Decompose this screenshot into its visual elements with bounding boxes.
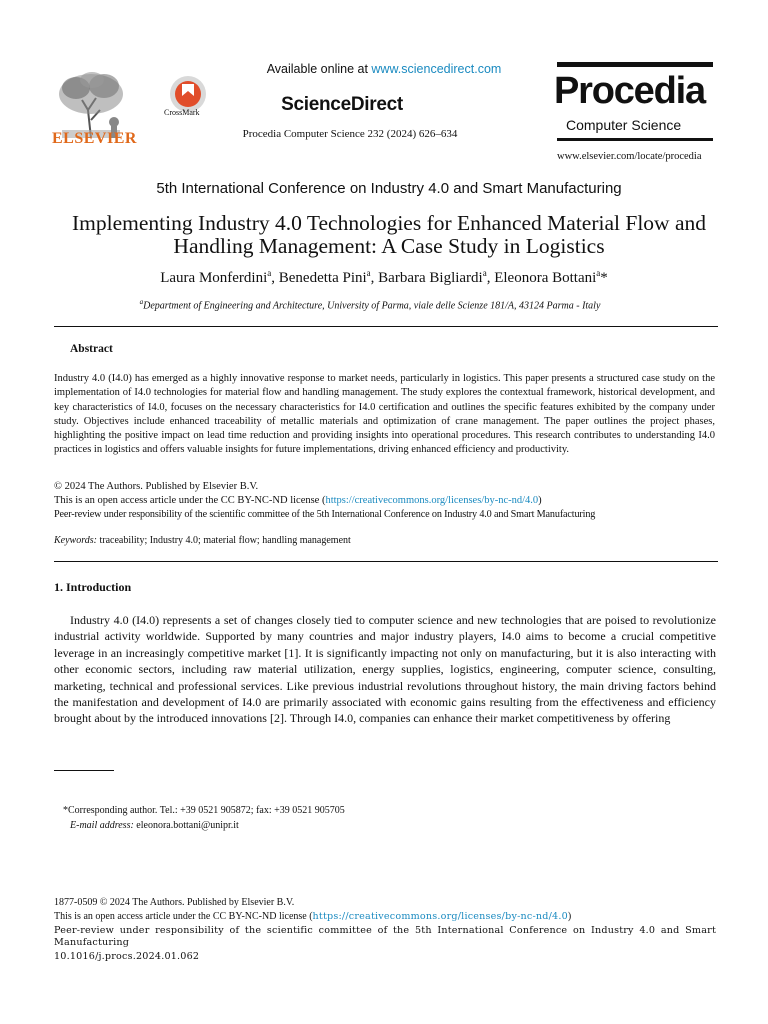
intro-paragraph: Industry 4.0 (I4.0) represents a set of changes closely tied to computer science and new technologies that are poised to revolutionize industrial activity worldwide. Supported by many countries and major industry players, I4.0 aims to become a crucial competitive leverage in an increasingly competitive market [1]. It is significantly impacting not only on manufacturing, but it is also interacting with other economic sectors, including raw material utilization, energy supplies, logistics, engineering, computer science, consulting, marketing, technical and professional services. Like previous industrial revolutions throughout history, the main driving factors behind the manifestation and development of I4.0 are primarily associated with economic gains resulting from the effectiveness and efficiency brought about by the introduced innovations [2]. Through I4.0, companies can enhance their market competitiveness by offering <box>54 613 716 726</box>
abstract-heading: Abstract <box>70 343 113 355</box>
sciencedirect-link[interactable]: www.sciencedirect.com <box>371 62 502 76</box>
journal-url[interactable]: www.elsevier.com/locate/procedia <box>557 151 702 162</box>
abstract-body: Industry 4.0 (I4.0) has emerged as a highly innovative response to market needs, particularly in logistics. This paper presents a structured case study on the implementation of I4.0 technologies for material flow and handling management. The study explores the contextual framework, historical development, and key characteristics of I4.0, focuses on the necessary characteristics for I4.0 certification and outlines the specific features exhibited by the company under study. Objectives include enhanced traceability of metallic materials and optimization of crane management. The paper outlines the project phases, highlighting the positive impact on lead time reduction and providing insights into operational procedures. This research contributes to understanding I4.0 practices in logistics and offers valuable insights for future implementations, driving enhanced efficiency and productivity. <box>54 373 715 456</box>
journal-citation: Procedia Computer Science 232 (2024) 626–634 <box>242 128 458 140</box>
footer-license <box>54 911 716 923</box>
author-name: Benedetta Pini <box>278 270 367 286</box>
keywords-line <box>54 535 351 546</box>
section-heading: 1. Introduction <box>54 580 132 594</box>
paper-title: Implementing Industry 4.0 Technologies for Enhanced Material Flow and Handling Management: A Case Study in Logistics <box>72 211 706 258</box>
peer-review-line: Peer-review under responsibility of the scientific committee of the 5th International Conference on Industry 4.0 and Smart Manufacturing <box>54 509 596 520</box>
copyright-line: © 2024 The Authors. Published by Elsevier B.V. <box>54 481 259 492</box>
divider-bottom <box>54 561 718 562</box>
email-label: E-mail address: <box>70 820 134 831</box>
author-affil-sup: a <box>267 268 272 278</box>
footer-license-prefix: This is an open access article under the CC BY-NC-ND license ( <box>54 911 313 922</box>
email-address[interactable]: eleonora.bottani@unipr.it <box>136 820 239 831</box>
author-name: Laura Monferdini <box>160 270 268 286</box>
author-name: Eleonora Bottani <box>494 270 597 286</box>
sciencedirect-title: ScienceDirect <box>281 94 403 115</box>
license-line <box>54 495 542 506</box>
footer-license-link[interactable]: https://creativecommons.org/licenses/by-nc-nd/4.0 <box>312 911 568 922</box>
available-prefix: Available online at <box>266 62 372 76</box>
footer-doi[interactable]: 10.1016/j.procs.2024.01.062 <box>54 951 200 962</box>
corresponding-author: *Corresponding author. Tel.: +39 0521 905872; fax: +39 0521 905705 <box>63 805 345 816</box>
license-prefix: This is an open access article under the CC BY-NC-ND license ( <box>54 495 326 506</box>
author-name: Barbara Bigliardi <box>378 270 483 286</box>
footnote-divider <box>54 770 114 771</box>
author-affil-sup: a <box>482 268 487 278</box>
elsevier-wordmark: ELSEVIER <box>52 130 137 147</box>
license-link[interactable]: https://creativecommons.org/licenses/by-nc-nd/4.0 <box>325 495 539 506</box>
procedia-bottom-bar <box>557 138 713 141</box>
affiliation <box>0 298 740 311</box>
license-suffix: ) <box>538 495 542 506</box>
footer-issn: 1877-0509 © 2024 The Authors. Published by Elsevier B.V. <box>54 897 295 908</box>
keywords-label: Keywords: <box>54 535 97 546</box>
procedia-top-bar <box>557 62 713 67</box>
keywords-text: traceability; Industry 4.0; material flow; handling management <box>99 535 351 546</box>
procedia-brand: Procedia <box>554 70 705 112</box>
crossmark-label: CrossMark <box>164 108 200 117</box>
affiliation-text: Department of Engineering and Architecture, University of Parma, viale delle Scienze 181/A, 43124 Parma - Italy <box>143 300 601 312</box>
author-separator: * <box>600 270 608 286</box>
affiliation-sup: a <box>139 298 144 306</box>
author-separator: , <box>271 270 279 286</box>
author-separator: , <box>370 270 379 286</box>
footer-license-suffix: ) <box>567 911 572 922</box>
author-list <box>0 268 768 287</box>
author-affil-sup: a <box>366 268 371 278</box>
author-separator: , <box>486 270 495 286</box>
procedia-subtitle: Computer Science <box>566 117 682 133</box>
conference-name: 5th International Conference on Industry 4.0 and Smart Manufacturing <box>156 180 622 197</box>
email-line <box>70 820 239 831</box>
author-affil-sup: a <box>596 268 601 278</box>
footer-peer-review: Peer-review under responsibility of the scientific committee of the 5th International Conference on Industry 4.0 and Smart Manufacturing <box>54 925 716 948</box>
divider-top <box>54 326 718 327</box>
